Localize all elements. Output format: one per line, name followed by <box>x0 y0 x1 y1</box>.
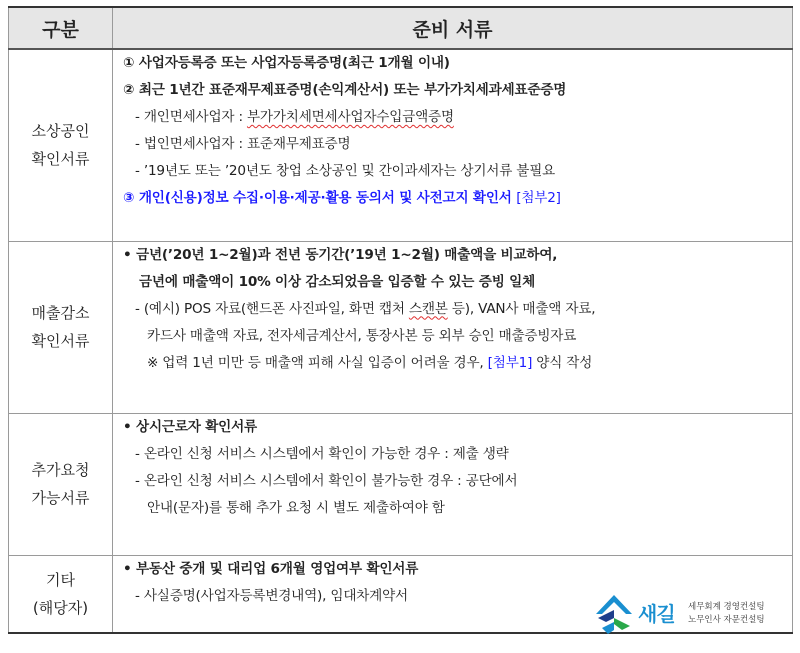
company-logo <box>592 590 792 640</box>
doc-line: • 금년(’20년 1~2월)과 전년 동기간(’19년 1~2월) 매출액을 비교하여, <box>123 246 558 263</box>
header-category: 구분 <box>9 7 113 49</box>
doc-line: - 온라인 신청 서비스 시스템에서 확인이 가능한 경우 : 제출 생략 <box>135 445 509 462</box>
doc-line-note <box>113 350 792 377</box>
doc-line-part: 스캔본 <box>408 300 448 317</box>
note-text: 양식 작성 <box>532 354 593 371</box>
category-line-2: 가능서류 <box>31 489 90 507</box>
category-line-1: 소상공인 <box>31 122 90 141</box>
documents-cell <box>113 49 793 241</box>
doc-line: ① 사업자등록증 또는 사업자등록증명(최근 1개월 이내) <box>123 55 450 71</box>
doc-line: 안내(문자)를 통해 추가 요청 시 별도 제출하여야 함 <box>147 499 445 516</box>
doc-line-prefix: - 개인면세사업자 : <box>135 109 247 125</box>
category-cell <box>9 413 113 555</box>
table-row-sales-decrease <box>9 241 793 413</box>
logo-subtitle-line: 세무회계 경영컨설팅 <box>688 602 765 612</box>
category-line-2: (해당자) <box>32 598 89 617</box>
header-documents: 준비 서류 <box>113 7 793 49</box>
logo-name: 새길 <box>638 602 675 626</box>
category-line-1: 매출감소 <box>31 304 90 322</box>
doc-line-value: 표준재무제표증명 <box>246 136 351 152</box>
required-documents-table <box>8 6 793 634</box>
consent-text: ③ 개인(신용)정보 수집·이용·제공·활용 동의서 및 사전고지 확인서 <box>123 190 512 206</box>
documents-cell <box>113 413 793 555</box>
category-cell <box>9 555 113 633</box>
doc-line-consent <box>113 185 792 212</box>
table-row-small-business <box>9 49 793 241</box>
category-line-2: 확인서류 <box>31 150 90 169</box>
doc-line: - ’19년도 또는 ’20년도 창업 소상공인 및 간이과세자는 상기서류 불필요 <box>135 163 556 179</box>
table-header-row <box>9 7 793 49</box>
doc-line: 카드사 매출액 자료, 전자세금계산서, 통장사본 등 외부 승인 매출증빙자료 <box>147 327 577 344</box>
doc-line-part: 등), VAN사 매출액 자료, <box>447 300 596 317</box>
doc-line <box>113 131 792 158</box>
category-line-1: 기타 <box>46 570 75 589</box>
table-row-additional-request <box>9 413 793 555</box>
category-line-2: 확인서류 <box>31 332 90 350</box>
attachment-tag: [첨부1] <box>487 354 533 371</box>
doc-line-value: 부가가치세면세사업자수입금액증명 <box>246 109 454 125</box>
note-text: ※ 업력 1년 미만 등 매출액 피해 사실 입증이 어려울 경우, <box>147 354 488 371</box>
attachment-tag: [첨부2] <box>516 190 561 206</box>
doc-line: ② 최근 1년간 표준재무제표증명(손익계산서) 또는 부가가치세과세표준증명 <box>123 82 567 98</box>
doc-line <box>113 104 792 131</box>
logo-subtitle <box>688 601 765 627</box>
documents-cell <box>113 241 793 413</box>
doc-line <box>113 296 792 323</box>
saegil-logo-icon <box>592 592 636 636</box>
doc-line: - 온라인 신청 서비스 시스템에서 확인이 불가능한 경우 : 공단에서 <box>135 472 518 489</box>
category-cell <box>9 241 113 413</box>
doc-line: • 상시근로자 확인서류 <box>123 418 257 435</box>
doc-line: - 사실증명(사업자등록변경내역), 임대차계약서 <box>135 587 408 604</box>
doc-line: • 부동산 중개 및 대리업 6개월 영업여부 확인서류 <box>123 560 419 577</box>
doc-line-prefix: - 법인면세사업자 : <box>135 136 247 152</box>
doc-line: 금년에 매출액이 10% 이상 감소되었음을 입증할 수 있는 증빙 일체 <box>139 273 536 290</box>
category-line-1: 추가요청 <box>31 461 90 479</box>
logo-subtitle-line: 노무인사 자문컨설팅 <box>688 615 765 625</box>
category-cell <box>9 49 113 241</box>
doc-line-part: - (예시) POS 자료(핸드폰 사진파일, 화면 캡처 <box>135 300 409 317</box>
